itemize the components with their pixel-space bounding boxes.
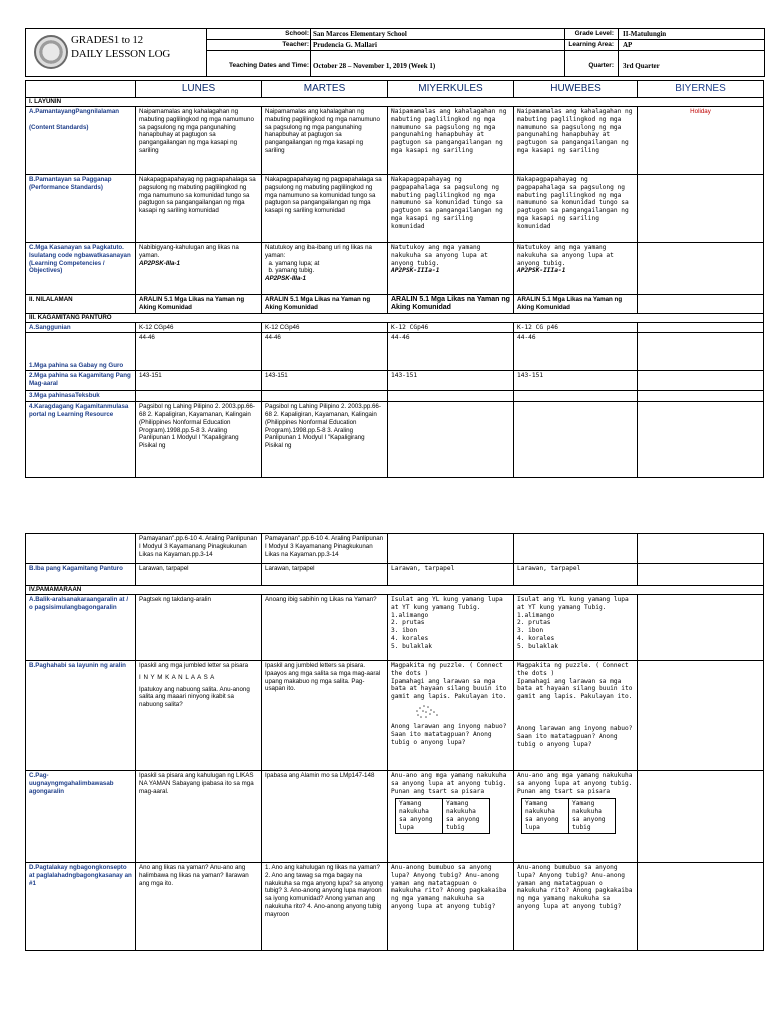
day-lunes: LUNES	[136, 81, 262, 98]
cell-thu: Naipamamalas ang kahalagahan ng mabuting paglilingkod ng mga namumuno sa pagsulong ng mga pangunahing hanapbuhay at pagtugon sa pangangailangan ng mga kasapi ng sariling	[514, 107, 638, 175]
row-karagdagang: 4.Karagdagang Kagamitanmulasa portal ng Learning Resource Pagsibol ng Lahing Pilipino 2. 2003.pp.66-68 2. Kapaligiran, Kayamanan, Kalingain (Philippines Nonformal Education Program).1998.pp.5-8 3. Araling Panlipunan 1 Modyul I "Kapaligirang Pisikal ng Pagsibol ng Lahing Pilipino 2. 2003.pp.66-68 2. Kapaligiran, Kayamanan, Kalingain (Philippines Nonformal Education Program).1998.pp.5-8 3. Araling Panlipunan 1 Modyul I "Kapaligirang Pisikal ng	[26, 402, 764, 478]
tsart-table: Yamang nakukuha sa anyong lupa Yamang nakukuha sa anyong tubig	[521, 798, 616, 833]
cell-tue: Naipamamalas ang kahalagahan ng mabuting paglilingkod ng mga namumuno sa pagsulong ng mga pangunahing hanapbuhay at pagtugon sa pangangailangan ng mga kasapi ng sariling	[262, 107, 388, 175]
day-biyernes: BIYERNES	[638, 81, 764, 98]
cell-wed: Nakapagpapahayag ng pagpapahalaga sa pagsulong ng mabuting paglilingkod ng mga namumuno sa komunidad tungo sa pagtugon sa pangangailangan ng mga kasapi ng sariling komunidad	[388, 175, 514, 243]
doc-title-line2: DAILY LESSON LOG	[71, 48, 171, 60]
day-huwebes: HUWEBES	[514, 81, 638, 98]
doc-title-line1: GRADES1 to 12	[71, 34, 143, 46]
cell-mon: Nabibigyang-kahulugan ang likas na yaman. AP2PSK-IIIa-1	[136, 243, 262, 295]
dates-label: Teaching Dates and Time:	[229, 62, 309, 69]
section-layunin: I. LAYUNIN	[26, 98, 764, 107]
teacher-value: Prudencia G. Mallari	[313, 41, 377, 49]
teacher-label: Teacher:	[282, 41, 309, 48]
day-martes: MARTES	[262, 81, 388, 98]
cell-thu: Anu-ano ang mga yamang nakukuha sa anyong lupa at anyong tubig. Punan ang tsart sa pisara Yamang nakukuha sa anyong lupa Yamang nakukuha sa anyong tubig	[514, 771, 638, 863]
row-nilalaman: II. NILALAMAN ARALIN 5.1 Mga Likas na Yaman ng Aking Komunidad ARALIN 5.1 Mga Likas na Yaman ng Aking Komunidad ARALIN 5.1 Mga Likas na Yaman ng Aking Komunidad ARALIN 5.1 Mga Likas na Yaman ng Aking Komunidad	[26, 295, 764, 314]
cell-mon: Nakapagpapahayag ng pagpapahalaga sa pagsulong ng mabuting paglilingkod ng mga namumuno sa komunidad tungo sa pagtugon sa pangangailangan ng mga kasapi ng sariling komunidad	[136, 175, 262, 243]
dates-value: October 28 – November 1, 2019 (Week 1)	[313, 62, 436, 70]
corner-cell	[26, 81, 136, 98]
page-1	[0, 0, 768, 480]
cell-thu: Isulat ang YL kung yamang lupa at YT kung yamang Tubig. 1.alimango 2. prutas 3. ibon 4. korales 5. bulaklak	[514, 595, 638, 661]
label-a-sub: (Content Standards)	[29, 123, 89, 131]
grade-label: Grade Level:	[574, 30, 614, 37]
row-label: B.Pamantayan sa Pagganap (Performance Standards)	[26, 175, 136, 243]
row-gabay: 1.Mga pahina sa Gabay ng Guro 44-46 44-46 44-46 44-46	[26, 333, 764, 371]
row-competencies	[26, 243, 764, 295]
cell-thu: Natutukoy ang mga yamang nakukuha sa anyong lupa at anyong tubig. AP2PSK-IIIa-1	[514, 243, 638, 295]
area-label: Learning Area:	[568, 41, 614, 48]
row-iba-pang: B.Iba pang Kagamitang Panturo Larawan, tarpapel Larawan, tarpapel Larawan, tarpapel Larawan, tarpapel	[26, 564, 764, 586]
row-paghahabi: B.Paghahabi sa layunin ng aralin Ipaskil ang mga jumbled letter sa pisara I N Y M K A N L A A S A Ipatukoy ang nabuong salita. Anu-anong salita ang maaari ninyong ikabit sa nabuong salita? Ipaskil ang jumbled letters sa pisara. Ipaayos ang mga salita sa mga mag-aaral upang makabuo ng mga salita. Pag-usapan ito. Magpakita ng puzzle. ( Connect the dots ) Ipamahagi ang larawan sa mga bata at hayaan silang buuin ito gamit ang lapis. Pakulayan ito. Anong larawan ang inyong nabuo? Saan ito matatagpuan? Anong tubig o anyong lupa? Magpakita ng puzzle. ( Connect the dots ) Ipamahagi ang larawan sa mga bata at hayaan silang buuin ito gamit ang lapis. Pakulayan ito. Anong larawan ang inyong nabuo? Saan ito matatagpuan? Anong tubig o anyong lupa?	[26, 661, 764, 771]
row-magaaral: 2.Mga pahina sa Kagamitang Pang Mag-aaral 143-151 143-151 143-151 143-151	[26, 371, 764, 391]
row-pag-uugnay: C.Pag-uugnayngmgahalimbawasab agongaralin Ipaskil sa pisara ang kahulugan ng LIKAS NA YAMAN Sabayang ipabasa ito sa mga mag-aaral. Ipabasa ang Alamin mo sa LMp147-148 Anu-ano ang mga yamang nakukuha sa anyong lupa at anyong tubig. Punan ang tsart sa pisara Yamang nakukuha sa anyong lupa Yamang nakukuha sa anyong tubig Anu-ano ang mga yamang nakukuha sa anyong lupa at anyong tubig. Punan ang tsart sa pisara Yamang nakukuha sa anyong lupa Yamang nakukuha sa anyong tubig	[26, 771, 764, 863]
connect-dots-puzzle-icon	[411, 703, 461, 723]
tsart-table: Yamang nakukuha sa anyong lupa Yamang nakukuha sa anyong tubig	[395, 798, 490, 833]
cell-wed: Naipamamalas ang kahalagahan ng mabuting paglilingkod ng mga namumuno sa pagsulong ng mga pangunahing hanapbuhay at pagtugon sa pangangailangan ng mga kasapi ng sariling	[388, 107, 514, 175]
row-teksbuk: 3.Mga pahinasaTeksbuk	[26, 391, 764, 402]
cell-fri	[638, 243, 764, 295]
cell-wed: Anu-ano ang mga yamang nakukuha sa anyong lupa at anyong tubig. Punan ang tsart sa pisara Yamang nakukuha sa anyong lupa Yamang nakukuha sa anyong tubig	[388, 771, 514, 863]
section-kagamitan: III. KAGAMITANG PANTURO	[26, 313, 764, 322]
row-performance-standards	[26, 175, 764, 243]
lesson-table-page1	[25, 80, 764, 478]
grade-value: II-Matulungin	[623, 30, 667, 38]
row-sanggunian: A.Sanggunian K-12 CGp46 K-12 CGp46 K-12 CGp46 K-12 CG p46	[26, 322, 764, 333]
cell-mon: Naipamamalas ang kahalagahan ng mabuting paglilingkod ng mga namumuno sa pagsulong ng mga pangunahing hanapbuhay at pagtugon sa pangangailangan ng mga kasapi ng sariling	[136, 107, 262, 175]
row-label	[26, 107, 136, 175]
row-continuation: Pamayanan".pp.6-10 4. Araling Panlipunan I Modyul 3 Kayamanang Pinagkukunan Likas na Kayaman.pp.3-14 Pamayanan".pp.6-10 4. Araling Panlipunan I Modyul 3 Kayamanang Pinagkukunan Likas na Kayaman.pp.3-14	[26, 534, 764, 564]
cell-thu: Nakapagpapahayag ng pagpapahalaga sa pagsulong ng mabuting paglilingkod ng mga namumuno sa komunidad tungo sa pagtugon sa pangangailangan ng mga kasapi ng sariling komunidad	[514, 175, 638, 243]
area-value: AP	[623, 41, 633, 49]
row-label: C.Mga Kasanayan sa Pagkatuto. Isulatang code ngbawatkasanayan (Learning Competencies / Objectives)	[26, 243, 136, 295]
school-value: San Marcos Elementary School	[313, 30, 407, 38]
row-content-standards	[26, 107, 764, 175]
cell-wed: Natutukoy ang mga yamang nakukuha sa anyong lupa at anyong tubig. AP2PSK-IIIa-1	[388, 243, 514, 295]
holiday-label: Holiday	[638, 107, 764, 175]
day-header-row	[26, 81, 764, 98]
row-pagtalakay: D.Pagtalakay ngbagongkonsepto at paglalahadngbagongkasanay an #1 Ano ang likas na yaman? Anu-ano ang halimbawa ng likas na yaman? Ilarawan ang mga ito. 1. Ano ang kahulugan ng likas na yaman? 2. Ano ang tawag sa mga bagay na nakukuha sa mga anyong lupa? sa anyong tubig? 3. Ano-anong anyong lupa mayroon sa iyong komunidad? Anong yaman ang nakukuha rito? 4. Ano-anong anyong tubig mayroon Anu-anong bumubuo sa anyong lupa? Anyong tubig? Anu-anong yaman ang matatagpuan o makukuha rito? Anong pagkakaiba ng mga yamang nakukuha sa anyong lupa at anyong tubig? Anu-anong bumubuo sa anyong lupa? Anyong tubig? Anu-anong yaman ang matatagpuan o makukuha rito? Anong pagkakaiba ng mga yamang nakukuha sa anyong lupa at anyong tubig?	[26, 863, 764, 951]
lesson-table-page2	[25, 533, 764, 951]
page-2	[0, 528, 768, 1024]
cell-thu: Magpakita ng puzzle. ( Connect the dots ) Ipamahagi ang larawan sa mga bata at hayaan silang buuin ito gamit ang lapis. Pakulayan ito. Anong larawan ang inyong nabuo? Saan ito matatagpuan? Anong tubig o anyong lupa?	[514, 661, 638, 771]
school-label: School:	[285, 30, 309, 37]
cell-mon: Ipaskil ang mga jumbled letter sa pisara I N Y M K A N L A A S A Ipatukoy ang nabuong salita. Anu-anong salita ang maaari ninyong ikabit sa nabuong salita?	[136, 661, 262, 771]
row-balik-aral: A.Balik-aralsanakaraangaralin at / o pagsisimulangbagongaralin Pagtsek ng takdang-aralin Anoang ibig sabihin ng Likas na Yaman? Isulat ang YL kung yamang lupa at YT kung yamang Tubig. 1.alimango 2. prutas 3. ibon 4. korales 5. bulaklak Isulat ang YL kung yamang lupa at YT kung yamang Tubig. 1.alimango 2. prutas 3. ibon 4. korales 5. bulaklak	[26, 595, 764, 661]
cell-tue: Nakapagpapahayag ng pagpapahalaga sa pagsulong ng mabuting paglilingkod ng mga namumuno sa komunidad tungo sa pagtugon sa pangangailangan ng mga kasapi ng sariling komunidad	[262, 175, 388, 243]
header	[25, 28, 765, 77]
deped-seal-icon	[34, 35, 68, 69]
label-a: A.PamantayangPangnilalaman	[29, 108, 120, 115]
logo-area	[26, 29, 207, 76]
quarter-label: Quarter:	[588, 62, 614, 69]
quarter-value: 3rd Quarter	[623, 62, 660, 70]
day-miyerkules: MIYERKULES	[388, 81, 514, 98]
cell-wed: Isulat ang YL kung yamang lupa at YT kung yamang Tubig. 1.alimango 2. prutas 3. ibon 4. korales 5. bulaklak	[388, 595, 514, 661]
cell-tue: Natutukoy ang iba-ibang uri ng likas na yaman: a. yamang lupa; at b. yamang tubig. AP2PSK-IIIa-1	[262, 243, 388, 295]
cell-wed: Magpakita ng puzzle. ( Connect the dots ) Ipamahagi ang larawan sa mga bata at hayaan silang buuin ito gamit ang lapis. Pakulayan ito. Anong larawan ang inyong nabuo? Saan ito matatagpuan? Anong tubig o anyong lupa?	[388, 661, 514, 771]
section-pamamaraan: IV.PAMAMARAAN	[26, 586, 764, 595]
cell-fri	[638, 175, 764, 243]
